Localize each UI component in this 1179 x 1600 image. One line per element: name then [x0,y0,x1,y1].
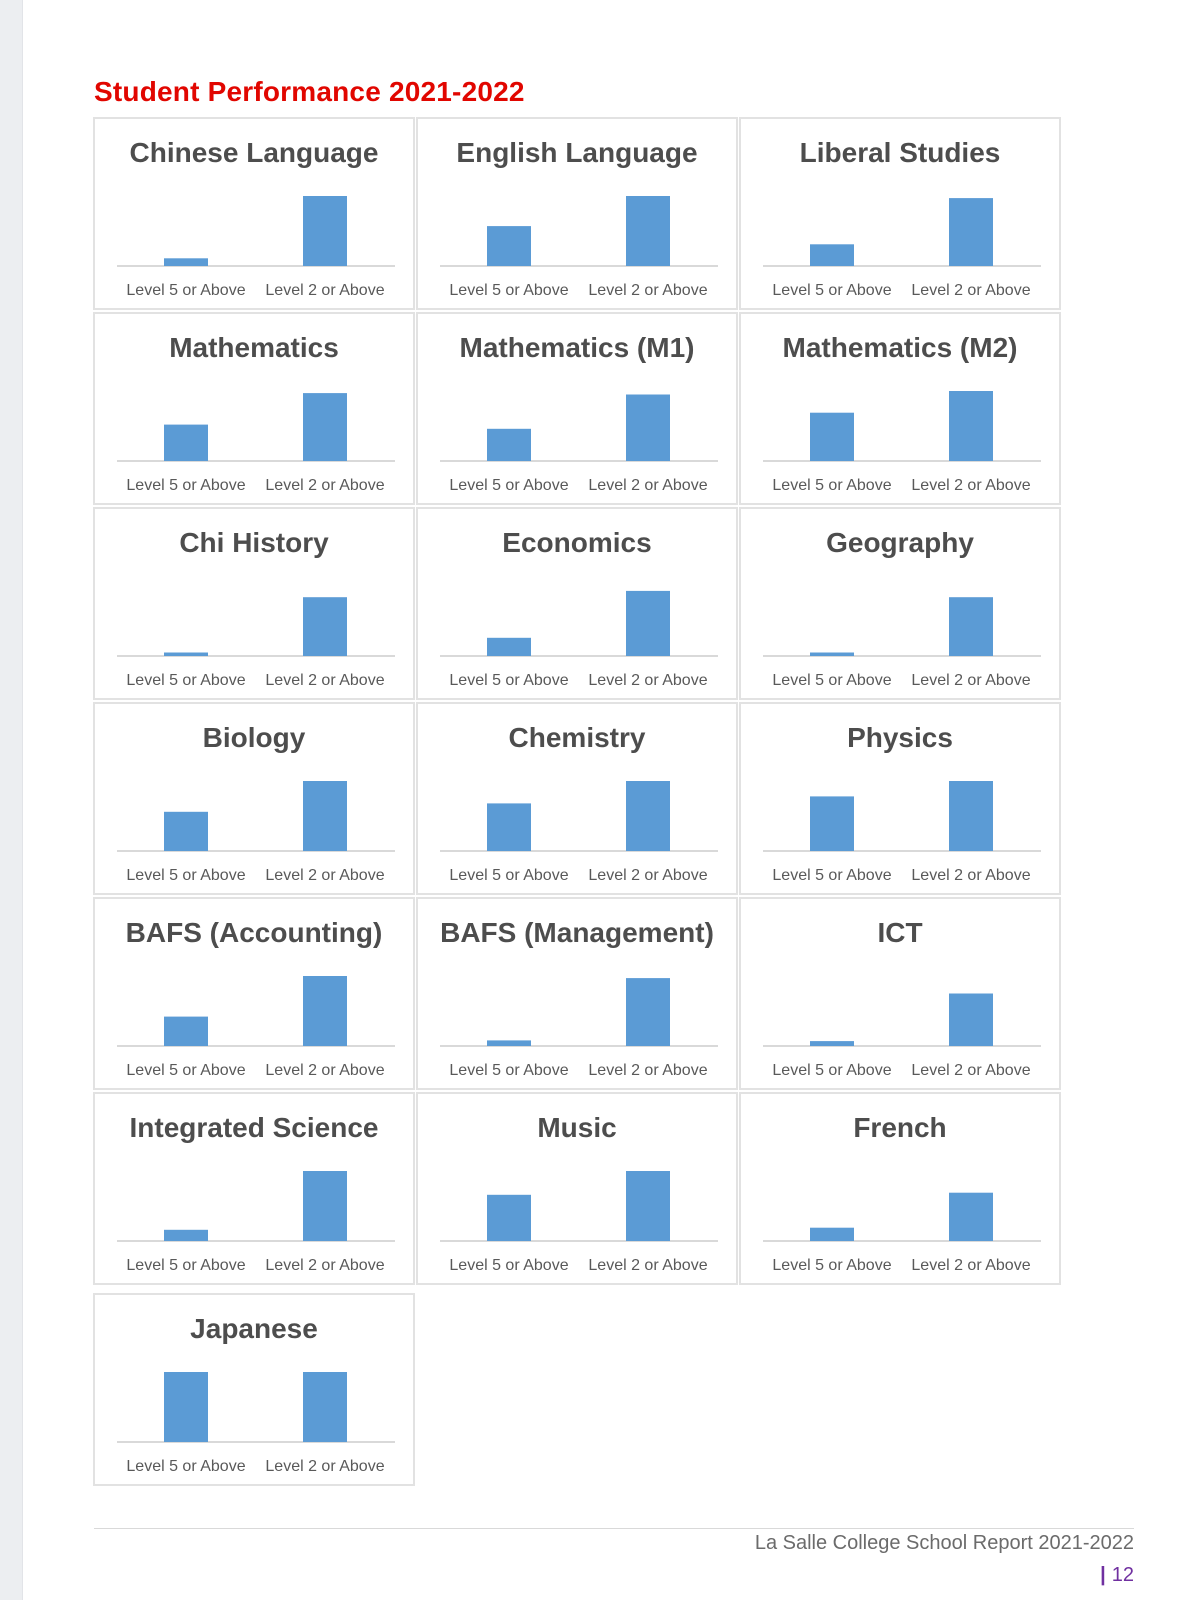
bar [303,597,347,656]
bar [487,803,531,851]
bar [164,1017,208,1046]
page-title: Student Performance 2021-2022 [94,76,525,107]
x-tick-label: Level 2 or Above [265,1062,385,1079]
bar [164,1372,208,1442]
chart-panel-mathematics-m1 [416,312,738,505]
x-tick-label: Level 5 or Above [772,867,892,884]
bar-chart [418,899,740,1092]
chart-panel-chemistry [416,702,738,895]
chart-title: Geography [826,527,974,558]
bar [303,976,347,1046]
chart-title: Chi History [179,527,329,558]
x-tick-label: Level 5 or Above [126,282,246,299]
chart-panel-integrated-science [93,1092,415,1285]
bar [949,1193,993,1241]
chart-panel-bafs-management [416,897,738,1090]
x-tick-label: Level 5 or Above [126,1257,246,1274]
bar [949,391,993,461]
x-tick-label: Level 5 or Above [449,1257,569,1274]
bar [164,1230,208,1241]
bar [303,781,347,851]
bar-chart [95,1094,417,1287]
bar [810,244,854,266]
x-tick-label: Level 5 or Above [449,867,569,884]
chart-panel-chinese-language [93,117,415,310]
chart-title: Chinese Language [129,137,379,168]
bar-chart [95,119,417,312]
bar [810,413,854,461]
x-tick-label: Level 5 or Above [126,867,246,884]
bar-chart [95,899,417,1092]
chart-title: Economics [502,527,652,558]
bar-chart [741,314,1063,507]
x-tick-label: Level 2 or Above [265,477,385,494]
chart-panel-bafs-accounting [93,897,415,1090]
chart-title: Japanese [190,1313,318,1344]
chart-panel-french [739,1092,1061,1285]
chart-title: Music [537,1112,617,1143]
bar [487,226,531,266]
bar [626,1171,670,1241]
x-tick-label: Level 2 or Above [265,282,385,299]
footer-report-title: La Salle College School Report 2021-2022 [754,1532,1134,1554]
x-tick-label: Level 2 or Above [588,1257,708,1274]
page-number-separator: | [1100,1564,1106,1586]
bar [626,781,670,851]
chart-panel-ict [739,897,1061,1090]
x-tick-label: Level 5 or Above [772,1257,892,1274]
bar-chart [741,1094,1063,1287]
bar-chart [95,1295,417,1488]
footer-divider [94,1528,1134,1529]
x-tick-label: Level 5 or Above [772,1062,892,1079]
x-tick-label: Level 2 or Above [265,672,385,689]
chart-title: Mathematics [169,332,339,363]
x-tick-label: Level 2 or Above [911,672,1031,689]
x-tick-label: Level 2 or Above [588,867,708,884]
x-tick-label: Level 2 or Above [911,1062,1031,1079]
bar-chart [418,509,740,702]
bar [487,1195,531,1241]
chart-panel-japanese [93,1293,415,1486]
bar [487,638,531,656]
x-tick-label: Level 2 or Above [588,477,708,494]
bar [626,978,670,1046]
chart-panel-mathematics-m2 [739,312,1061,505]
x-tick-label: Level 5 or Above [126,1458,246,1475]
x-tick-label: Level 2 or Above [911,1257,1031,1274]
bar-chart [418,704,740,897]
chart-title: French [853,1112,947,1143]
page-number [1100,1564,1134,1587]
bar-chart [95,509,417,702]
chart-panel-music [416,1092,738,1285]
chart-title: BAFS (Accounting) [125,917,383,948]
chart-panel-economics [416,507,738,700]
x-tick-label: Level 2 or Above [588,672,708,689]
chart-panel-liberal-studies [739,117,1061,310]
x-tick-label: Level 5 or Above [126,672,246,689]
bar-chart [95,704,417,897]
bar [303,1372,347,1442]
bar [626,591,670,656]
x-tick-label: Level 5 or Above [449,282,569,299]
page-number-value: 12 [1111,1564,1134,1586]
x-tick-label: Level 2 or Above [588,1062,708,1079]
chart-title: Mathematics (M2) [782,332,1018,363]
bar-chart [741,704,1063,897]
x-tick-label: Level 5 or Above [126,477,246,494]
chart-title: BAFS (Management) [440,917,714,948]
chart-title: English Language [456,137,698,168]
x-tick-label: Level 2 or Above [265,1257,385,1274]
x-tick-label: Level 2 or Above [911,477,1031,494]
bar [949,597,993,656]
bar [810,653,854,657]
bar [164,812,208,851]
bar [810,796,854,851]
bar-chart [95,314,417,507]
bar [626,395,670,462]
bar [303,196,347,266]
chart-panel-english-language [416,117,738,310]
chart-title: Biology [202,722,306,753]
bar-chart [741,119,1063,312]
x-tick-label: Level 5 or Above [772,672,892,689]
chart-panel-mathematics [93,312,415,505]
chart-title: Physics [847,722,953,753]
bar [164,425,208,461]
bar-chart [418,314,740,507]
chart-panel-biology [93,702,415,895]
x-tick-label: Level 5 or Above [449,1062,569,1079]
bar [949,994,993,1047]
chart-panel-chi-history [93,507,415,700]
x-tick-label: Level 2 or Above [265,1458,385,1475]
x-tick-label: Level 5 or Above [449,477,569,494]
bar-chart [418,1094,740,1287]
chart-title: Chemistry [508,722,646,753]
chart-title: Mathematics (M1) [459,332,695,363]
x-tick-label: Level 5 or Above [772,282,892,299]
x-tick-label: Level 2 or Above [911,867,1031,884]
chart-panel-geography [739,507,1061,700]
bar [487,429,531,461]
bar [303,1171,347,1241]
bar-chart [741,509,1063,702]
bar [949,198,993,266]
bar [487,1040,531,1046]
bar [164,653,208,657]
x-tick-label: Level 2 or Above [588,282,708,299]
bar [810,1228,854,1241]
bar [810,1041,854,1046]
chart-title: ICT [877,917,923,948]
x-tick-label: Level 2 or Above [911,282,1031,299]
x-tick-label: Level 5 or Above [772,477,892,494]
bar [164,258,208,266]
chart-panel-physics [739,702,1061,895]
x-tick-label: Level 2 or Above [265,867,385,884]
bar [303,393,347,461]
chart-title: Integrated Science [129,1112,379,1143]
chart-title: Liberal Studies [799,137,1001,168]
bar [949,781,993,851]
bar-chart [741,899,1063,1092]
x-tick-label: Level 5 or Above [449,672,569,689]
bar-chart [418,119,740,312]
bar [626,196,670,266]
x-tick-label: Level 5 or Above [126,1062,246,1079]
